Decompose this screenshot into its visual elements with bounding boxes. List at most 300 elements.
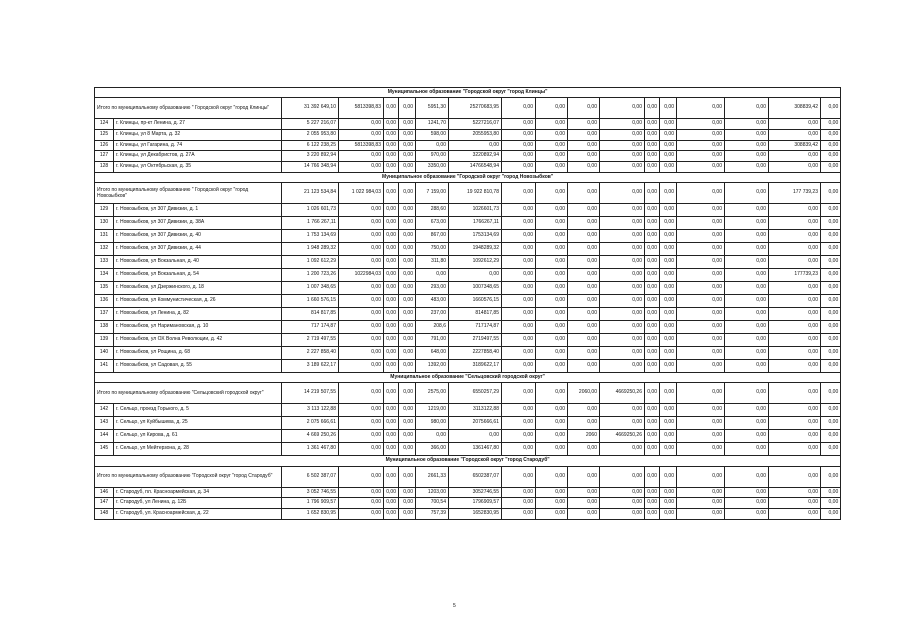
value-cell: 0,00 [677,295,725,308]
value-cell: 0,00 [821,151,841,162]
total-cell: 0,00 [725,183,769,204]
value-cell: 0,00 [645,321,660,334]
value-cell: 0,00 [645,308,660,321]
value-cell: 0,00 [725,129,769,140]
value-cell: 0,00 [645,243,660,256]
value-cell: 483,00 [416,295,449,308]
total-cell: 0,00 [660,183,677,204]
total-cell: 0,00 [502,383,536,404]
value-cell: 0,00 [821,295,841,308]
value-cell: 0,00 [660,151,677,162]
value-cell: 1241,70 [416,119,449,130]
value-cell: 0,00 [769,321,821,334]
value-cell: 0,00 [568,360,600,373]
value-cell: 1 660 576,15 [282,295,339,308]
value-cell: 1796909,57 [449,498,502,509]
value-cell: 0,00 [502,151,536,162]
total-cell: 0,00 [645,383,660,404]
value-cell: 867,00 [416,230,449,243]
row-address: г. Клинцы, ул 8 Марта, д. 32 [114,129,282,140]
value-cell: 0,00 [399,119,416,130]
total-cell: 0,00 [568,98,600,119]
total-cell: 0,00 [536,466,568,487]
value-cell: 0,00 [769,295,821,308]
value-cell: 0,00 [449,430,502,443]
total-label: Итого по муниципальному образованию "Сельцовский городской округ" [95,383,282,404]
value-cell: 2075666,61 [449,417,502,430]
value-cell: 0,00 [821,204,841,217]
value-cell: 0,00 [660,217,677,230]
table-row [95,162,841,173]
value-cell: 0,00 [677,404,725,417]
value-cell: 0,00 [502,162,536,173]
value-cell: 0,00 [399,360,416,373]
value-cell: 0,00 [821,256,841,269]
value-cell: 0,00 [568,509,600,520]
value-cell: 0,00 [536,443,568,456]
value-cell: 0,00 [645,230,660,243]
value-cell: 0,00 [502,498,536,509]
value-cell: 0,00 [645,256,660,269]
value-cell: 0,00 [645,151,660,162]
value-cell: 0,00 [677,360,725,373]
value-cell: 0,00 [821,140,841,151]
total-cell: 0,00 [769,383,821,404]
total-cell: 0,00 [645,98,660,119]
value-cell: 2227858,40 [449,347,502,360]
row-number: 139 [95,334,114,347]
table-row [95,430,841,443]
value-cell: 0,00 [769,256,821,269]
value-cell: 0,00 [568,269,600,282]
value-cell: 208,6 [416,321,449,334]
row-address: г. Новозыбков, ул Наримановская, д. 10 [114,321,282,334]
value-cell: 0,00 [384,334,399,347]
value-cell: 0,00 [645,282,660,295]
row-address: г. Новозыбков, ул Вокзальная, д. 40 [114,256,282,269]
row-number: 129 [95,204,114,217]
value-cell: 0,00 [645,417,660,430]
section-header [95,172,841,182]
total-cell: 14 219 507,55 [282,383,339,404]
value-cell: 673,00 [416,217,449,230]
value-cell: 3 052 746,55 [282,487,339,498]
value-cell: 0,00 [399,417,416,430]
value-cell: 0,00 [449,269,502,282]
table-row [95,487,841,498]
value-cell: 0,00 [645,430,660,443]
value-cell: 0,00 [677,498,725,509]
value-cell: 0,00 [677,308,725,321]
table-row [95,404,841,417]
value-cell: 0,00 [660,334,677,347]
total-cell: 5951,30 [416,98,449,119]
table-row [95,308,841,321]
value-cell: 0,00 [660,498,677,509]
value-cell: 0,00 [677,487,725,498]
value-cell: 1766267,11 [449,217,502,230]
value-cell: 0,00 [502,509,536,520]
value-cell: 0,00 [339,129,384,140]
total-cell: 25270683,95 [449,98,502,119]
value-cell: 0,00 [339,443,384,456]
value-cell: 598,00 [416,129,449,140]
table-row [95,498,841,509]
value-cell: 0,00 [339,509,384,520]
section-header [95,373,841,383]
value-cell: 0,00 [600,269,645,282]
value-cell: 0,00 [645,443,660,456]
value-cell: 0,00 [339,282,384,295]
row-number: 145 [95,443,114,456]
value-cell: 0,00 [677,509,725,520]
value-cell: 0,00 [502,295,536,308]
value-cell: 0,00 [502,217,536,230]
value-cell: 0,00 [769,243,821,256]
value-cell: 0,00 [660,256,677,269]
value-cell: 14766548,94 [449,162,502,173]
value-cell: 0,00 [725,308,769,321]
value-cell: 0,00 [677,334,725,347]
value-cell: 1 652 830,95 [282,509,339,520]
value-cell: 0,00 [645,334,660,347]
value-cell: 0,00 [384,129,399,140]
value-cell: 0,00 [384,204,399,217]
value-cell: 0,00 [677,230,725,243]
value-cell: 0,00 [536,282,568,295]
value-cell: 0,00 [677,204,725,217]
value-cell: 0,00 [769,347,821,360]
value-cell: 750,00 [416,243,449,256]
row-number: 131 [95,230,114,243]
table-row [95,443,841,456]
value-cell: 0,00 [536,347,568,360]
total-cell: 0,00 [502,466,536,487]
value-cell: 0,00 [769,487,821,498]
row-address: г. Клинцы, ул Декабристов, д. 27А [114,151,282,162]
value-cell: 0,00 [600,282,645,295]
value-cell: 0,00 [502,204,536,217]
total-cell: 0,00 [384,383,399,404]
value-cell: 0,00 [660,129,677,140]
value-cell: 0,00 [600,162,645,173]
row-address: г. Новозыбков, ул Садовая, д. 55 [114,360,282,373]
value-cell: 0,00 [600,151,645,162]
value-cell: 0,00 [449,140,502,151]
value-cell: 0,00 [725,295,769,308]
value-cell: 0,00 [399,282,416,295]
row-number: 146 [95,487,114,498]
value-cell: 0,00 [384,256,399,269]
value-cell: 0,00 [399,140,416,151]
value-cell: 0,00 [536,140,568,151]
value-cell: 5227216,07 [449,119,502,130]
value-cell: 1660576,15 [449,295,502,308]
value-cell: 4669250,26 [600,430,645,443]
value-cell: 0,00 [384,443,399,456]
value-cell: 0,00 [399,243,416,256]
row-address: г. Новозыбков, ул Рощина, д. 68 [114,347,282,360]
value-cell: 0,00 [821,360,841,373]
value-cell: 0,00 [384,498,399,509]
value-cell: 0,00 [725,487,769,498]
value-cell: 0,00 [677,119,725,130]
value-cell: 0,00 [339,204,384,217]
row-number: 125 [95,129,114,140]
value-cell: 0,00 [399,509,416,520]
value-cell: 3220892,94 [449,151,502,162]
value-cell: 0,00 [821,217,841,230]
value-cell: 0,00 [339,430,384,443]
total-cell: 0,00 [339,383,384,404]
total-cell: 0,00 [536,383,568,404]
value-cell: 0,00 [660,162,677,173]
row-address: г. Сельцо, ул Куйбышева, д. 25 [114,417,282,430]
value-cell: 0,00 [399,230,416,243]
value-cell: 0,00 [502,230,536,243]
value-cell: 0,00 [660,230,677,243]
regional-program-table [94,87,841,520]
value-cell: 0,00 [660,295,677,308]
value-cell: 0,00 [677,269,725,282]
value-cell: 0,00 [399,443,416,456]
value-cell: 0,00 [384,347,399,360]
value-cell: 3 189 622,17 [282,360,339,373]
table-row [95,509,841,520]
value-cell: 0,00 [536,230,568,243]
value-cell: 0,00 [536,217,568,230]
value-cell: 177739,23 [769,269,821,282]
value-cell: 293,00 [416,282,449,295]
value-cell: 0,00 [600,443,645,456]
value-cell: 0,00 [660,509,677,520]
value-cell: 0,00 [660,347,677,360]
value-cell: 0,00 [725,140,769,151]
value-cell: 0,00 [384,282,399,295]
value-cell: 0,00 [769,119,821,130]
value-cell: 0,00 [725,204,769,217]
total-cell: 4669250,26 [600,383,645,404]
value-cell: 0,00 [677,151,725,162]
value-cell: 2 719 497,55 [282,334,339,347]
value-cell: 0,00 [821,119,841,130]
value-cell: 0,00 [399,151,416,162]
value-cell: 0,00 [568,243,600,256]
total-cell: 0,00 [645,183,660,204]
value-cell: 1 753 134,69 [282,230,339,243]
value-cell: 0,00 [384,321,399,334]
value-cell: 0,00 [600,295,645,308]
total-cell: 0,00 [821,183,841,204]
value-cell: 0,00 [769,282,821,295]
row-address: г. Стародуб, ул. Красноармейская, д. 22 [114,509,282,520]
value-cell: 0,00 [384,217,399,230]
total-label: Итого по муниципальному образованию " Городской округ "город Новозыбков" [95,183,282,204]
value-cell: 0,00 [384,140,399,151]
value-cell: 2 227 858,40 [282,347,339,360]
value-cell: 0,00 [399,269,416,282]
value-cell: 0,00 [821,162,841,173]
total-cell: 308839,42 [769,98,821,119]
value-cell: 0,00 [536,129,568,140]
row-address: г. Сельцо, ул Мейтерзона, д. 28 [114,443,282,456]
value-cell: 0,00 [536,256,568,269]
value-cell: 791,00 [416,334,449,347]
value-cell: 2719497,55 [449,334,502,347]
value-cell: 0,00 [399,256,416,269]
value-cell: 0,00 [600,509,645,520]
value-cell: 0,00 [725,256,769,269]
total-cell: 0,00 [384,98,399,119]
value-cell: 0,00 [660,308,677,321]
row-address: г. Новозыбков, ул Вокзальная, д. 54 [114,269,282,282]
value-cell: 0,00 [645,295,660,308]
row-number: 124 [95,119,114,130]
total-cell: 0,00 [660,98,677,119]
value-cell: 0,00 [600,230,645,243]
value-cell: 0,00 [339,321,384,334]
value-cell: 814 817,85 [282,308,339,321]
total-cell: 6550257,29 [449,383,502,404]
row-number: 144 [95,430,114,443]
value-cell: 0,00 [339,347,384,360]
value-cell: 1022984,03 [339,269,384,282]
value-cell: 0,00 [645,509,660,520]
total-cell: 0,00 [600,466,645,487]
value-cell: 0,00 [399,347,416,360]
value-cell: 0,00 [821,282,841,295]
value-cell: 0,00 [502,243,536,256]
value-cell: 0,00 [536,404,568,417]
value-cell: 0,00 [600,487,645,498]
value-cell: 0,00 [384,360,399,373]
row-address: г. Новозыбков, ул Дзержинского, д. 18 [114,282,282,295]
value-cell: 0,00 [568,129,600,140]
value-cell: 0,00 [416,430,449,443]
total-cell: 0,00 [568,466,600,487]
value-cell: 0,00 [600,243,645,256]
value-cell: 0,00 [677,347,725,360]
row-address: г. Новозыбков, ул 307 Дивизии, д. 44 [114,243,282,256]
value-cell: 0,00 [568,308,600,321]
value-cell: 0,00 [821,243,841,256]
value-cell: 0,00 [502,334,536,347]
total-cell: 31 392 649,10 [282,98,339,119]
section-title: Муниципальное образование "Городской округ "город Стародуб" [95,456,841,466]
value-cell: 717174,87 [449,321,502,334]
value-cell: 4 669 250,26 [282,430,339,443]
total-row [95,183,841,204]
row-number: 141 [95,360,114,373]
value-cell: 0,00 [502,360,536,373]
value-cell: 0,00 [821,334,841,347]
table-row [95,140,841,151]
value-cell: 0,00 [660,430,677,443]
value-cell: 0,00 [399,487,416,498]
row-address: г. Новозыбков, ул Ленина, д. 82 [114,308,282,321]
value-cell: 0,00 [568,404,600,417]
table-row [95,417,841,430]
total-row [95,383,841,404]
value-cell: 0,00 [536,151,568,162]
total-cell: 0,00 [821,466,841,487]
total-cell: 0,00 [339,466,384,487]
value-cell: 0,00 [725,347,769,360]
value-cell: 757,39 [416,509,449,520]
value-cell: 0,00 [568,204,600,217]
value-cell: 1092612,29 [449,256,502,269]
value-cell: 0,00 [399,404,416,417]
value-cell: 0,00 [536,269,568,282]
table-row [95,269,841,282]
value-cell: 0,00 [725,243,769,256]
value-cell: 970,00 [416,151,449,162]
value-cell: 0,00 [399,162,416,173]
value-cell: 311,80 [416,256,449,269]
section-header [95,88,841,98]
total-cell: 0,00 [725,466,769,487]
total-cell: 0,00 [821,98,841,119]
value-cell: 0,00 [536,509,568,520]
value-cell: 0,00 [769,204,821,217]
value-cell: 0,00 [502,321,536,334]
value-cell: 0,00 [568,282,600,295]
value-cell: 0,00 [536,498,568,509]
total-row [95,466,841,487]
row-number: 142 [95,404,114,417]
total-cell: 2661,33 [416,466,449,487]
row-address: г. Стародуб, пл. Красноармейская, д. 34 [114,487,282,498]
total-cell: 0,00 [384,183,399,204]
value-cell: 0,00 [660,282,677,295]
value-cell: 2055953,80 [449,129,502,140]
row-number: 135 [95,282,114,295]
value-cell: 0,00 [568,217,600,230]
value-cell: 0,00 [660,360,677,373]
value-cell: 0,00 [416,140,449,151]
value-cell: 0,00 [725,334,769,347]
total-cell: 0,00 [725,383,769,404]
value-cell: 0,00 [821,404,841,417]
row-address: г. Сельцо, проезд Горького, д. 5 [114,404,282,417]
total-cell: 0,00 [677,183,725,204]
value-cell: 0,00 [821,230,841,243]
value-cell: 0,00 [399,308,416,321]
value-cell: 0,00 [502,404,536,417]
row-address: г. Клинцы, ул Октябрьская, д. 35 [114,162,282,173]
value-cell: 3 220 892,94 [282,151,339,162]
page-number: 5 [453,603,456,609]
value-cell: 0,00 [384,404,399,417]
value-cell: 5813398,83 [339,140,384,151]
value-cell: 0,00 [769,430,821,443]
total-cell: 0,00 [536,98,568,119]
value-cell: 2 055 953,80 [282,129,339,140]
row-address: г. Новозыбков, ул Коммунистическая, д. 26 [114,295,282,308]
total-cell: 2060,00 [568,383,600,404]
total-cell: 0,00 [399,466,416,487]
value-cell: 0,00 [339,404,384,417]
row-number: 138 [95,321,114,334]
value-cell: 0,00 [568,230,600,243]
value-cell: 0,00 [769,509,821,520]
value-cell: 0,00 [600,140,645,151]
value-cell: 0,00 [725,443,769,456]
value-cell: 3189622,17 [449,360,502,373]
total-cell: 177 739,23 [769,183,821,204]
value-cell: 0,00 [502,119,536,130]
value-cell: 0,00 [821,443,841,456]
